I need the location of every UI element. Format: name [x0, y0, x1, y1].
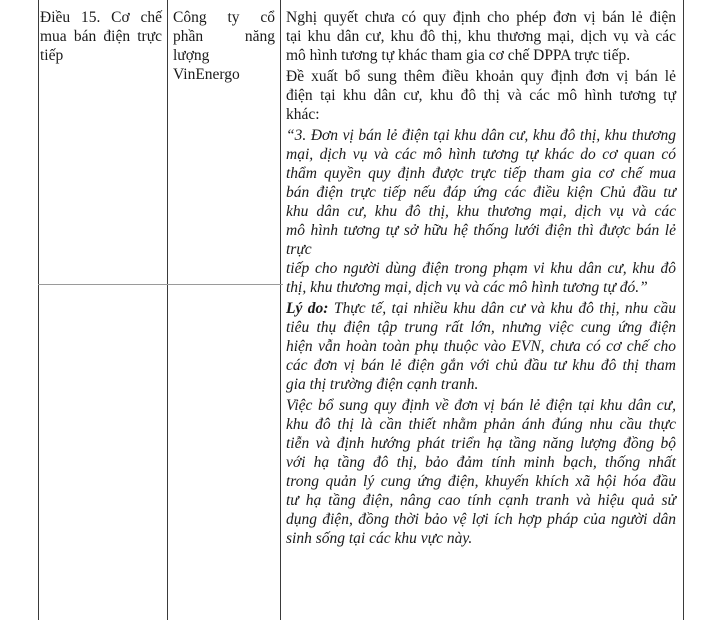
organization-cell	[173, 8, 275, 84]
reason-text: Thực tế, tại nhiều khu dân cư và khu đô thị, nhu cầu	[328, 300, 677, 317]
text-line: khu đô thị là cần thiết nhằm phản ánh đúng nhu cầu thực	[286, 416, 676, 433]
text-line: tại khu dân cư, khu đô thị, khu thương mại, dịch vụ và các	[286, 28, 676, 45]
text-line: các đơn vị bán lẻ điện gắn với chủ đầu tư khu đô thị tham	[286, 357, 676, 374]
reason-label: Lý do:	[286, 300, 329, 317]
text-line: “3. Đơn vị bán lẻ điện tại khu dân cư, khu đô thị, khu thương	[286, 127, 676, 144]
table-border-left	[38, 0, 39, 620]
table-border-col3	[280, 0, 281, 620]
text-line: mô hình tương tự sở hữu hệ thống lưới điện thì được bán lẻ trực	[286, 222, 676, 258]
text-line: hiện vẫn hoàn toàn phụ thuộc vào EVN, chưa có cơ chế cho	[286, 338, 676, 355]
article-line: Điều 15. Cơ chế	[40, 9, 162, 26]
text-line: bán điện trực tiếp nếu đáp ứng các điều kiện Chủ đầu tư	[286, 184, 676, 201]
article-line: tiếp	[40, 47, 64, 64]
text-line: Nghị quyết chưa có quy định cho phép đơn vị bán lẻ điện	[286, 9, 676, 26]
text-line: tiêu thụ điện tập trung rất lớn, nhưng việc cung ứng điện	[286, 319, 676, 336]
proposed-clause-quote	[286, 126, 676, 297]
content-cell	[286, 8, 676, 548]
org-line: phần năng	[173, 28, 275, 45]
article-line: mua bán điện trực	[40, 28, 162, 45]
paragraph-proposal	[286, 67, 676, 124]
paragraph-justification	[286, 396, 676, 548]
text-line: tiếp cho người dùng điện trong phạm vi khu dân cư, khu đô	[286, 260, 676, 277]
org-line: Công ty cổ	[173, 9, 275, 26]
text-line: khu dân cư, khu đô thị, khu thương mại, dịch vụ và các	[286, 203, 676, 220]
text-line: dụng điện, đồng thời bảo vệ lợi ích hợp pháp của người dân	[286, 511, 676, 528]
text-line: tiễn và định hướng phát triển hạ tầng năng lượng đồng bộ	[286, 435, 676, 452]
text-line: trong quản lý cung ứng điện, khuyến khích xã hội hóa đầu	[286, 473, 676, 490]
table-page-break-line	[38, 284, 283, 285]
text-line: gia thị trường điện cạnh tranh.	[286, 376, 479, 393]
text-line: mại, dịch vụ và các mô hình tương tự khác do cơ quan có	[286, 146, 676, 163]
text-line: mô hình tương tự khác tham gia cơ chế DPPA trực tiếp.	[286, 47, 631, 64]
text-line: Việc bổ sung quy định về đơn vị bán lẻ điện tại khu dân cư,	[286, 397, 676, 414]
text-line: tư hạ tầng điện, nâng cao tính cạnh tranh và hiệu quả sử	[286, 492, 676, 509]
paragraph-current-status	[286, 8, 676, 65]
table-border-right	[683, 0, 684, 620]
org-line: VinEnergo	[173, 66, 240, 83]
text-line: Đề xuất bổ sung thêm điều khoản quy định đơn vị bán lẻ	[286, 68, 676, 85]
text-line: khác:	[286, 106, 320, 123]
text-line	[286, 299, 676, 318]
text-line: thị, khu thương mại, dịch vụ và các mô hình tương tự đó.”	[286, 279, 648, 296]
text-line: với hạ tầng đô thị, bảo đảm tính minh bạch, thống nhất	[286, 454, 676, 471]
article-cell	[40, 8, 162, 65]
text-line: sinh sống tại các khu vực này.	[286, 530, 473, 547]
text-line: điện tại khu dân cư, khu đô thị và các mô hình tương tự	[286, 87, 676, 104]
text-line: thẩm quyền quy định được trực tiếp tham gia cơ chế mua	[286, 165, 676, 182]
paragraph-reason	[286, 299, 676, 394]
table-border-col2	[167, 0, 168, 620]
org-line: lượng	[173, 47, 210, 64]
